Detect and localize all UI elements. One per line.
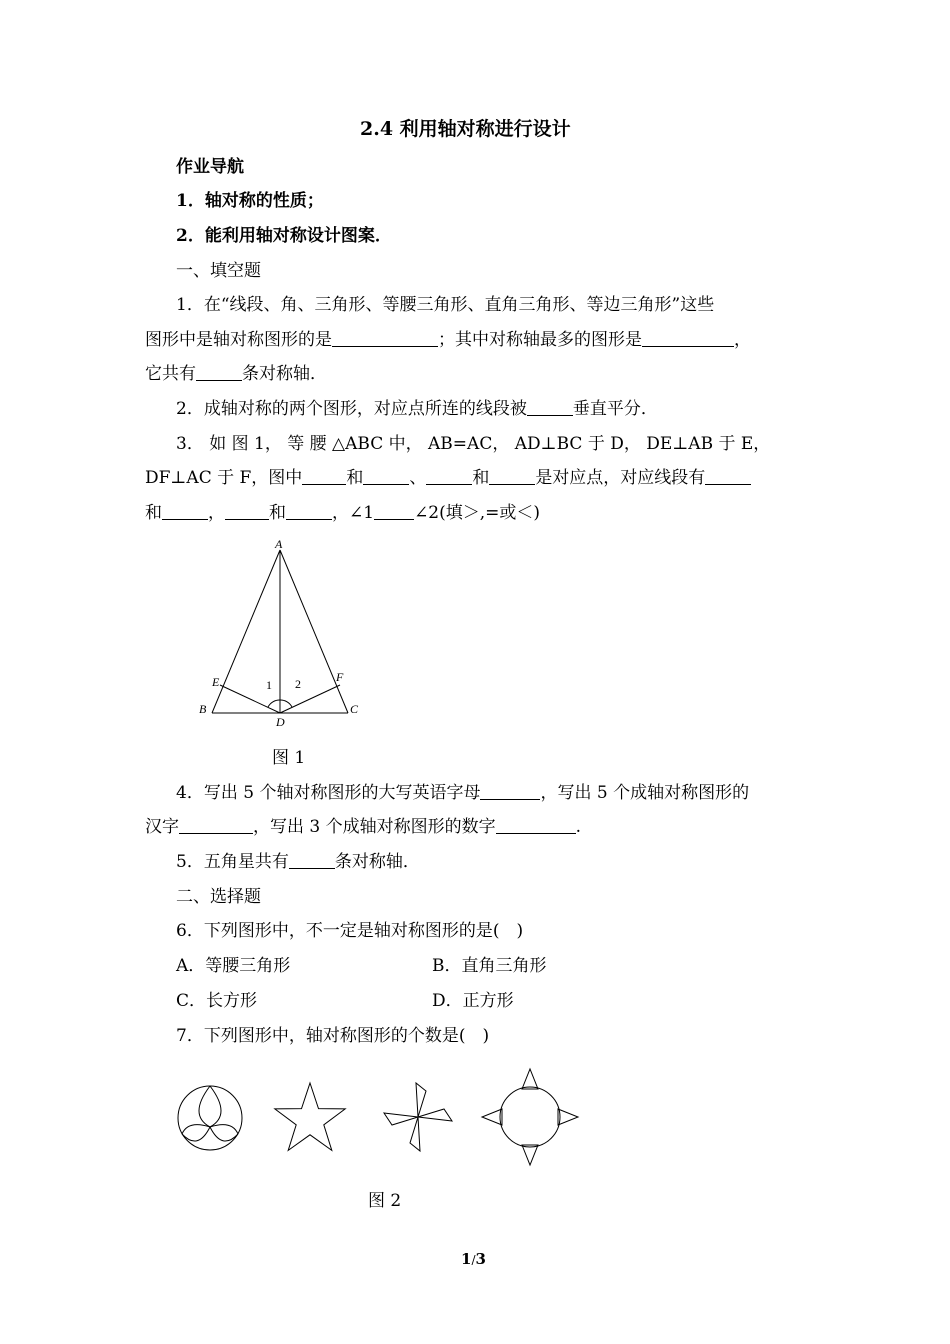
label-e: E <box>212 675 220 689</box>
page-title: 2.4 利用轴对称进行设计 <box>360 118 571 140</box>
q1-text-c: ， <box>734 330 751 350</box>
shape-circle-petals <box>178 1086 242 1150</box>
angle-1-arc <box>268 700 280 707</box>
segment-ac <box>280 550 348 713</box>
q1-blank-axis-count[interactable] <box>196 364 242 381</box>
q4-blank-characters[interactable] <box>179 817 253 834</box>
q1-text-e: 条对称轴． <box>242 364 327 384</box>
q6-option-c[interactable]: C．长方形 <box>176 991 258 1011</box>
q2-blank[interactable] <box>527 399 573 416</box>
q3-text-b: 和 <box>346 468 364 488</box>
q3-text-f: 和 <box>145 503 162 523</box>
q3-text-j: ∠2(填＞,=或＜) <box>414 503 541 523</box>
q3-text-e: 是对应点，对应线段有 <box>535 468 706 488</box>
figure-2-caption: 图 2 <box>368 1191 402 1211</box>
q4-blank-letters[interactable] <box>480 783 540 800</box>
q3-line3 <box>145 502 540 524</box>
q6-option-a[interactable]: A．等腰三角形 <box>176 956 291 976</box>
q5-text-b: 条对称轴． <box>334 852 420 872</box>
q3-text-c: 、 <box>409 468 427 488</box>
shape-star <box>275 1083 345 1150</box>
q5-blank[interactable] <box>289 852 335 869</box>
q4-text-e: . <box>575 817 582 837</box>
q4-text-a: 4．写出 5 个轴对称图形的大写英语字母 <box>176 783 481 803</box>
q4-blank-digits[interactable] <box>496 817 576 834</box>
label-d: D <box>276 715 285 729</box>
label-b: B <box>199 702 207 716</box>
q3-text-h: 和 <box>269 503 286 523</box>
guide-item-2: 2．能利用轴对称设计图案． <box>176 226 392 246</box>
q6-option-b[interactable]: B．直角三角形 <box>432 956 547 976</box>
q3-blank-angle[interactable] <box>374 503 414 520</box>
q6-stem: 6．下列图形中，不一定是轴对称图形的是( ) <box>176 921 524 941</box>
q3-line1: 3． 如 图 1， 等 腰 △ABC 中， AB=AC， AD⊥BC 于 D， DE⊥AB 于 E， <box>176 434 771 454</box>
q1-blank-symmetric-shapes[interactable] <box>332 330 438 347</box>
q1-text-d: 它共有 <box>145 364 196 384</box>
q4-text-b: ，写出 5 个成轴对称图形的 <box>540 783 750 803</box>
q1-blank-most-axes[interactable] <box>642 330 734 347</box>
q3-text-g: ， <box>208 503 225 523</box>
q1-line1: 1．在“线段、角、三角形、等腰三角形、直角三角形、等边三角形”这些 <box>176 295 715 315</box>
page-number <box>461 1250 486 1268</box>
q7-stem: 7．下列图形中，轴对称图形的个数是( ) <box>176 1026 490 1046</box>
guide-item-1: 1．轴对称的性质； <box>176 191 324 211</box>
figure-1-caption: 图 1 <box>272 748 306 768</box>
angle-2-arc <box>280 700 292 707</box>
q1-text-a: 图形中是轴对称图形的是 <box>145 330 332 350</box>
q3-text-i: ，∠1 <box>332 503 375 523</box>
q2-text-a: 2．成轴对称的两个图形，对应点所连的线段被 <box>176 399 527 419</box>
q2-text-b: 垂直平分． <box>572 399 658 419</box>
label-a: A <box>275 537 283 551</box>
q4-text-c: 汉字 <box>145 817 179 837</box>
figure-2-shapes <box>170 1065 590 1175</box>
segment-df <box>280 685 340 713</box>
q4-text-d: ，写出 3 个成轴对称图形的数字 <box>253 817 496 837</box>
figure-1-triangle <box>190 535 370 735</box>
page-current: 1 <box>461 1250 472 1268</box>
guide-heading: 作业导航 <box>176 157 244 177</box>
q3-blank-2[interactable] <box>363 468 409 485</box>
label-f: F <box>336 670 344 684</box>
q1-text-b: ；其中对称轴最多的图形是 <box>438 330 642 350</box>
q3-blank-1[interactable] <box>302 468 346 485</box>
q3-text-a: DF⊥AC 于 F，图中 <box>145 468 303 488</box>
section-choice-heading: 二、选择题 <box>176 887 261 907</box>
q3-blank-5[interactable] <box>705 468 751 485</box>
q3-line2 <box>145 467 751 489</box>
q3-blank-7[interactable] <box>225 503 269 520</box>
q3-blank-8[interactable] <box>286 503 332 520</box>
label-c: C <box>350 702 359 716</box>
q5-text-a: 5．五角星共有 <box>176 852 289 872</box>
section-fill-heading: 一、填空题 <box>176 261 261 281</box>
q5-line <box>176 851 420 873</box>
q2-line <box>176 398 658 420</box>
label-angle-2: 2 <box>295 677 301 691</box>
page-total: 3 <box>475 1250 486 1268</box>
q4-line2 <box>145 816 581 838</box>
label-angle-1: 1 <box>266 678 272 692</box>
shape-circle-triangles <box>482 1069 578 1165</box>
q4-line1 <box>176 782 749 804</box>
q3-blank-4[interactable] <box>489 468 535 485</box>
q6-option-d[interactable]: D．正方形 <box>432 991 514 1011</box>
q3-blank-3[interactable] <box>426 468 472 485</box>
q1-line2 <box>145 329 751 351</box>
q3-blank-6[interactable] <box>162 503 208 520</box>
q3-text-d: 和 <box>472 468 490 488</box>
shape-pinwheel <box>384 1083 452 1151</box>
q1-line3 <box>145 363 327 385</box>
page-separator: / <box>471 1253 476 1267</box>
